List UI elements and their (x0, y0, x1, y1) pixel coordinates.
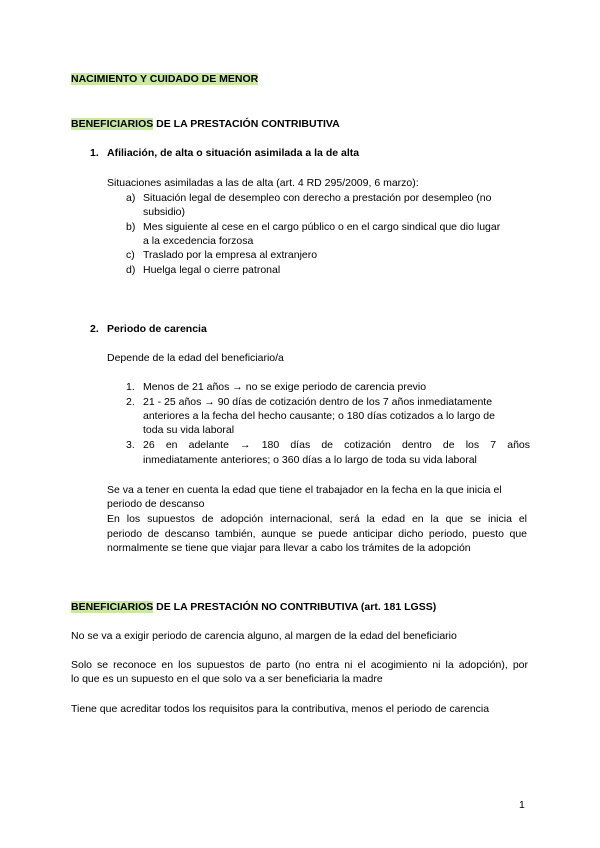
item-number: 1. (90, 147, 99, 159)
section-heading-rest: DE LA PRESTACIÓN CONTRIBUTIVA (153, 118, 340, 130)
item-number: 2. (90, 323, 99, 335)
list-marker: 2. (126, 396, 135, 408)
list-item-text: 26 en adelante → 180 días de cotización dentro de los 7 años (143, 439, 530, 451)
list-item-text: anteriores a la fecha del hecho causante; o 180 días cotizados a lo largo de (143, 410, 495, 422)
document-title (71, 72, 258, 87)
list-marker: 3. (126, 439, 135, 451)
list-item-text: subsidio) (143, 206, 186, 218)
page-number: 1 (519, 799, 525, 811)
list-item-text: Menos de 21 años → no se exige periodo de carencia previo (143, 381, 427, 393)
document-title-text: NACIMIENTO Y CUIDADO DE MENOR (71, 73, 259, 85)
paragraph-line: No se va a exigir periodo de carencia alguno, al margen de la edad del beneficiario (71, 630, 457, 642)
section-heading-rest: DE LA PRESTACIÓN NO CONTRIBUTIVA (art. 181 LGSS) (153, 601, 437, 613)
note-line: Se va a tener en cuenta la edad que tiene el trabajador en la fecha en la que inicia el (107, 484, 502, 496)
list-marker: a) (126, 192, 136, 204)
section-heading-contributiva (71, 117, 340, 132)
paragraph-line: lo que es un supuesto en el que solo va a ser beneficiaria la madre (71, 673, 383, 685)
item-title: Periodo de carencia (107, 323, 207, 335)
note-line: periodo de descanso (107, 498, 205, 510)
list-item-text: Huelga legal o cierre patronal (143, 264, 281, 276)
list-item-text: Mes siguiente al cese en el cargo público o en el cargo sindical que dio lugar (143, 221, 501, 233)
paragraph-line: Tiene que acreditar todos los requisitos para la contributiva, menos el periodo de carencia (71, 703, 490, 715)
list-item-text: Traslado por la empresa al extranjero (143, 249, 318, 261)
list-item-text: toda su vida laboral (143, 424, 235, 436)
section-heading-highlight: BENEFICIARIOS (71, 601, 154, 613)
list-marker: c) (126, 249, 135, 261)
item-intro: Situaciones asimiladas a las de alta (art. 4 RD 295/2009, 6 marzo): (107, 177, 419, 189)
list-marker: 1. (126, 381, 135, 393)
item-intro: Depende de la edad del beneficiario/a (107, 352, 284, 364)
section-heading-no-contributiva (71, 600, 436, 615)
item-title: Afiliación, de alta o situación asimilada a la de alta (107, 147, 360, 159)
paragraph-line: Solo se reconoce en los supuestos de parto (no entra ni el acogimiento ni la adopción), por (71, 659, 528, 671)
list-marker: d) (126, 264, 136, 276)
note-line: normalmente se tiene que viajar para llevar a cabo los trámites de la adopción (107, 542, 471, 554)
note-line: En los supuestos de adopción internacional, será la edad en la que se inicia el (107, 513, 527, 525)
list-item-text: inmediatamente anteriores; o 360 días a lo largo de toda su vida laboral (143, 454, 477, 466)
note-line: periodo de descanso también, aunque se puede anticipar dicho periodo, puesto que (107, 528, 527, 540)
section-heading-highlight: BENEFICIARIOS (71, 118, 154, 130)
list-item-text: Situación legal de desempleo con derecho a prestación por desempleo (no (143, 192, 492, 204)
list-marker: b) (126, 221, 136, 233)
list-item-text: 21 - 25 años → 90 días de cotización dentro de los 7 años inmediatamente (143, 396, 493, 408)
list-item-text: a la excedencia forzosa (143, 235, 254, 247)
